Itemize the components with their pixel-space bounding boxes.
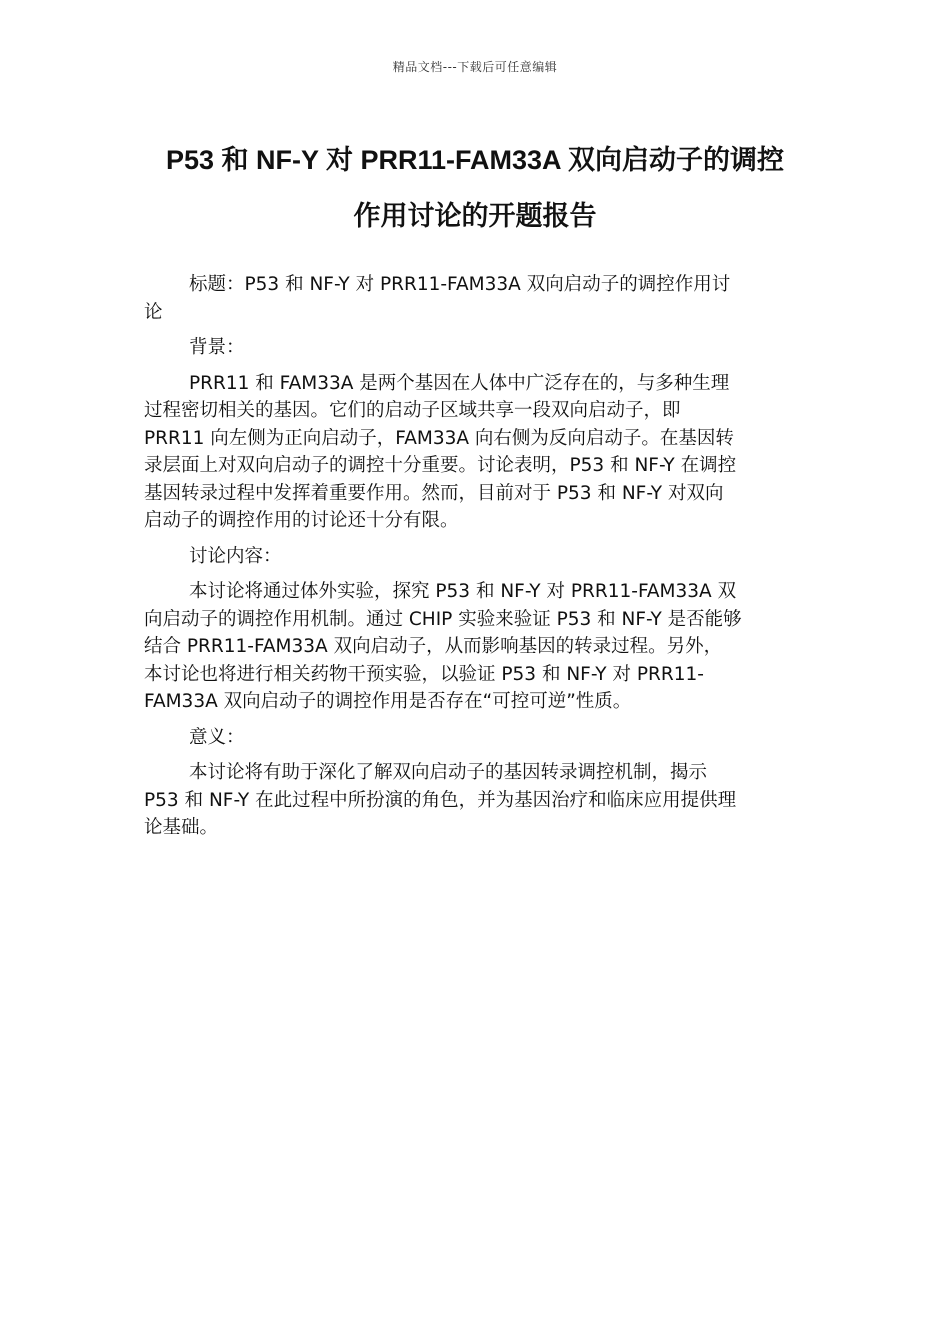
text-line: 启动子的调控作用的讨论还十分有限。 bbox=[144, 510, 459, 531]
text-line: 论基础。 bbox=[144, 817, 219, 838]
paragraph-significance bbox=[144, 759, 808, 842]
document-body bbox=[144, 271, 808, 850]
text-line: 意义： bbox=[189, 726, 245, 748]
text-line: 标题：P53 和 NF-Y 对 PRR11-FAM33A 双向启动子的调控作用讨 bbox=[189, 274, 731, 295]
text-line: 向启动子的调控作用机制。通过 CHIP 实验来验证 P53 和 NF-Y 是否能够 bbox=[144, 608, 742, 630]
title-line: 作用讨论的开题报告 bbox=[353, 201, 597, 231]
text-line: PRR11 和 FAM33A 是两个基因在人体中广泛存在的，与多种生理 bbox=[189, 372, 730, 394]
text-line: 结合 PRR11-FAM33A 双向启动子，从而影响基因的转录过程。另外， bbox=[144, 636, 723, 657]
text-line: 本讨论将通过体外实验，探究 P53 和 NF-Y 对 PRR11-FAM33A 双 bbox=[189, 581, 737, 602]
text-line: 讨论内容： bbox=[189, 545, 282, 567]
text-line: 录层面上对双向启动子的调控十分重要。讨论表明，P53 和 NF-Y 在调控 bbox=[144, 455, 737, 476]
page-header: 精品文档---下载后可任意编辑 bbox=[392, 60, 558, 74]
heading-background bbox=[144, 334, 808, 362]
document-title bbox=[120, 132, 830, 244]
text-line: FAM33A 双向启动子的调控作用是否存在“可控可逆”性质。 bbox=[144, 691, 632, 712]
text-line: 论 bbox=[144, 301, 163, 323]
text-line: 本讨论也将进行相关药物干预实验，以验证 P53 和 NF-Y 对 PRR11- bbox=[144, 663, 704, 685]
text-line: 过程密切相关的基因。它们的启动子区域共享一段双向启动子，即 bbox=[144, 400, 681, 421]
heading-significance bbox=[144, 724, 808, 752]
title-line: P53 和 NF-Y 对 PRR11-FAM33A 双向启动子的调控 bbox=[165, 145, 785, 175]
text-line: 背景： bbox=[189, 337, 245, 358]
text-line: P53 和 NF-Y 在此过程中所扮演的角色，并为基因治疗和临床应用提供理 bbox=[144, 789, 737, 811]
paragraph-content bbox=[144, 578, 808, 716]
paragraph-subject bbox=[144, 271, 808, 326]
heading-content bbox=[144, 543, 808, 571]
paragraph-background bbox=[144, 370, 808, 535]
text-line: 基因转录过程中发挥着重要作用。然而，目前对于 P53 和 NF-Y 对双向 bbox=[144, 482, 724, 504]
text-line: PRR11 向左侧为正向启动子，FAM33A 向右侧为反向启动子。在基因转 bbox=[144, 427, 734, 449]
text-line: 本讨论将有助于深化了解双向启动子的基因转录调控机制，揭示 bbox=[189, 762, 708, 783]
